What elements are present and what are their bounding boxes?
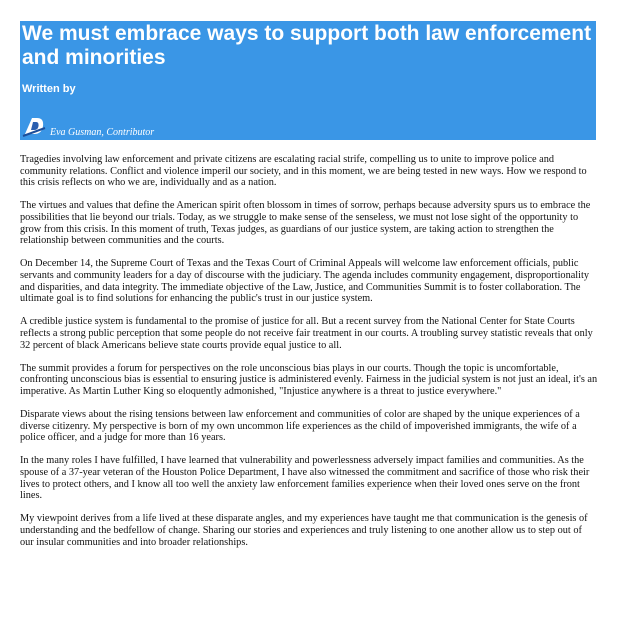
author-name: Eva Gusman, Contributor bbox=[50, 127, 155, 138]
article-title: We must embrace ways to support both law enforcement and minorities bbox=[22, 22, 592, 69]
paragraph: Tragedies involving law enforcement and private citizens are escalating racial strife, compelling us to unite to improve police and community relations. Conflict and violence imperil our society, and in this moment, we are being tested in new ways. How we respond to this crisis reflects on who we are, individually and as a nation. bbox=[20, 154, 587, 189]
paragraph: The summit provides a forum for perspectives on the role unconscious bias plays in our courts. Though the topic is uncomfortable, confronting unconscious bias is essential to ensuring justice is administered evenly. Fairness in the judicial system is not just an ideal, it's an imperative. As Martin Luther King so eloquently admonished, "Injustice anywhere is a threat to justice everywhere." bbox=[20, 362, 598, 397]
paragraph: My viewpoint derives from a life lived at these disparate angles, and my experiences have taught me that communication is the genesis of understanding and the bedfellow of change. Sharing our stories and experiences and truly listening to one another allow us to step out of our insular communities and into broader relationships. bbox=[20, 513, 588, 548]
paragraph: Disparate views about the rising tensions between law enforcement and communities of color are shaped by the unique experiences of a diverse citizenry. My perspective is born of my own uncommon life experiences as the child of impoverished immigrants, the wife of a police officer, and a judge for more than 16 years. bbox=[20, 409, 580, 444]
paragraph: In the many roles I have fulfilled, I have learned that vulnerability and powerlessness adversely impact families and communities. As the spouse of a 37-year veteran of the Houston Police Department, I have also witnessed the commitment and sacrifice of those who risk their lives to protect others, and I know all too well the anxiety law enforcement families experience when their loved ones serve on the front lines. bbox=[20, 455, 590, 502]
article-header bbox=[20, 21, 596, 140]
paragraph: On December 14, the Supreme Court of Texas and the Texas Court of Criminal Appeals will welcome law enforcement officials, public servants and community leaders for a day of discourse with the judiciary. The agenda includes community engagement, disproportionality and disparities, and data integrity. The immediate objective of the Law, Justice, and Communities Summit is to foster collaboration. The ultimate goal is to find solutions for enhancing the public's trust in our justice system. bbox=[20, 258, 590, 305]
paragraph: A credible justice system is fundamental to the promise of justice for all. But a recent survey from the National Center for State Courts reflects a strong public perception that some people do not receive fair treatment in our courts. A troubling survey statistic reveals that only 32 percent of black Americans believe state courts provide equal justice to all. bbox=[20, 316, 593, 351]
letter-d-logo-icon bbox=[22, 114, 46, 138]
paragraph: The virtues and values that define the American spirit often blossom in times of sorrow, perhaps because adversity spurs us to embrace the possibilities that lie beyond our trials. Today, as we struggle to make sense of the senseless, we must not lose sight of the opportunity to grow from this crisis. In this moment of truth, Texas judges, as guardians of our justice system, are taking action to strengthen the relationship between communities and the courts. bbox=[20, 200, 591, 247]
article-body bbox=[20, 154, 598, 560]
byline-label: Written by bbox=[22, 83, 76, 95]
